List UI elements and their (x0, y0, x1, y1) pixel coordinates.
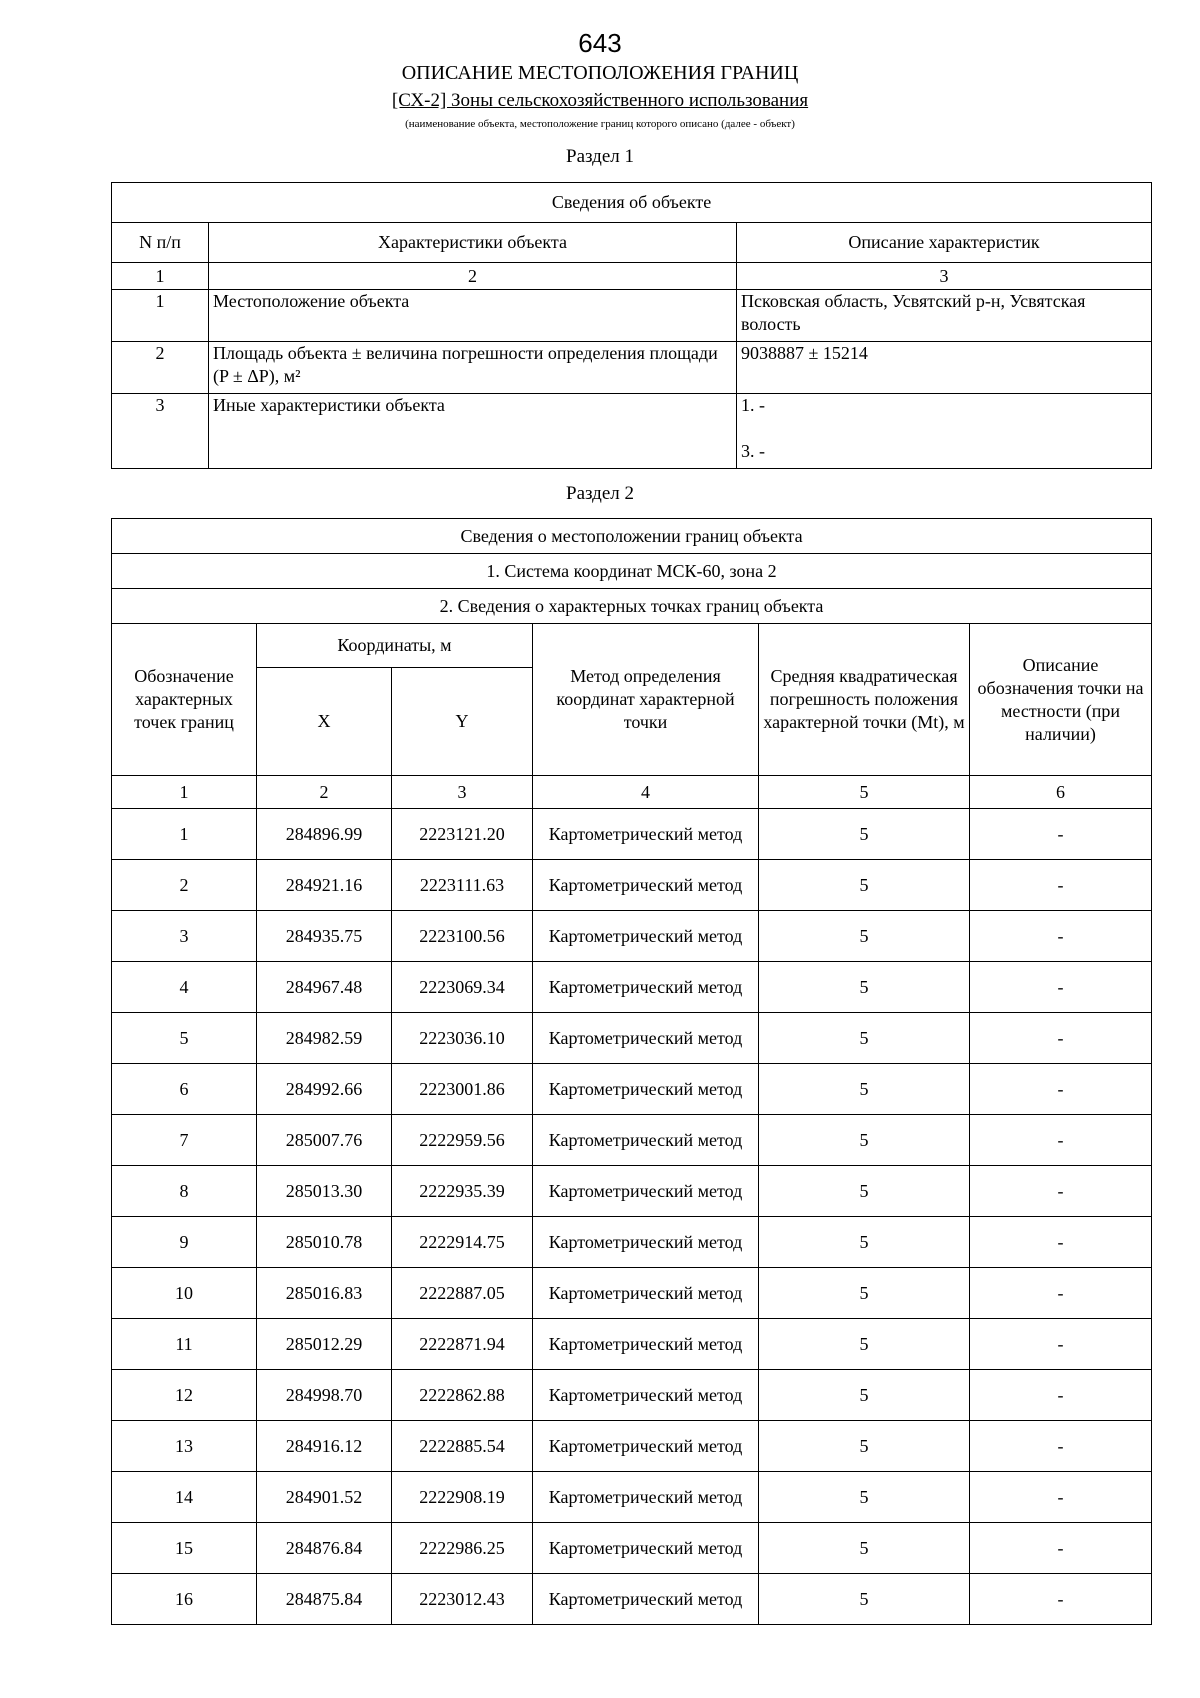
point-y: 2222908.19 (392, 1472, 533, 1523)
table-row (112, 962, 1152, 1013)
point-number: 9 (112, 1217, 257, 1268)
table-row (112, 1268, 1152, 1319)
document-subject (0, 90, 1200, 112)
document-subject-text: [СХ-2] Зоны сельскохозяйственного использования (391, 90, 809, 111)
table-row (112, 1013, 1152, 1064)
point-x: 284982.59 (257, 1013, 392, 1064)
header-y: Y (392, 668, 533, 776)
point-y: 2223069.34 (392, 962, 533, 1013)
header-characteristic: Характеристики объекта (209, 223, 737, 263)
column-number: 2 (209, 263, 737, 290)
point-x: 284967.48 (257, 962, 392, 1013)
point-y: 2222862.88 (392, 1370, 533, 1421)
point-error: 5 (759, 1013, 970, 1064)
point-y: 2222959.56 (392, 1115, 533, 1166)
table-row (112, 1421, 1152, 1472)
row-number: 1 (112, 290, 209, 342)
point-description: - (970, 1421, 1152, 1472)
header-description: Описание характеристик (737, 223, 1152, 263)
point-description: - (970, 1166, 1152, 1217)
point-x: 285012.29 (257, 1319, 392, 1370)
point-description: - (970, 1064, 1152, 1115)
point-x: 285013.30 (257, 1166, 392, 1217)
table-row (112, 1574, 1152, 1625)
point-method: Картометрический метод (533, 809, 759, 860)
point-y: 2223036.10 (392, 1013, 533, 1064)
point-description: - (970, 1523, 1152, 1574)
boundary-info-title: Сведения о местоположении границ объекта (112, 519, 1152, 554)
table-row (112, 1115, 1152, 1166)
point-number: 15 (112, 1523, 257, 1574)
point-error: 5 (759, 911, 970, 962)
point-y: 2222935.39 (392, 1166, 533, 1217)
point-error: 5 (759, 1268, 970, 1319)
point-method: Картометрический метод (533, 1217, 759, 1268)
point-x: 284998.70 (257, 1370, 392, 1421)
column-number: 3 (392, 776, 533, 809)
point-x: 284921.16 (257, 860, 392, 911)
header-n: N п/п (112, 223, 209, 263)
point-description: - (970, 860, 1152, 911)
characteristic-cell: Местоположение объекта (209, 290, 737, 342)
point-number: 7 (112, 1115, 257, 1166)
point-number: 11 (112, 1319, 257, 1370)
row-number: 2 (112, 342, 209, 394)
point-error: 5 (759, 860, 970, 911)
table-row (112, 290, 1152, 342)
point-error: 5 (759, 1217, 970, 1268)
page-number: 643 (578, 28, 622, 58)
point-error: 5 (759, 1574, 970, 1625)
point-description: - (970, 1268, 1152, 1319)
point-error: 5 (759, 1370, 970, 1421)
table-row (112, 860, 1152, 911)
point-number: 10 (112, 1268, 257, 1319)
point-y: 2223121.20 (392, 809, 533, 860)
section-1-heading: Раздел 1 (566, 146, 634, 167)
header-coordinates: Координаты, м (257, 624, 533, 668)
point-number: 6 (112, 1064, 257, 1115)
point-number: 5 (112, 1013, 257, 1064)
row-number: 3 (112, 394, 209, 469)
point-method: Картометрический метод (533, 1268, 759, 1319)
point-description: - (970, 1115, 1152, 1166)
coordinate-system: 1. Система координат МСК-60, зона 2 (112, 554, 1152, 589)
point-error: 5 (759, 1523, 970, 1574)
point-y: 2223012.43 (392, 1574, 533, 1625)
point-x: 284935.75 (257, 911, 392, 962)
point-description: - (970, 1370, 1152, 1421)
point-number: 1 (112, 809, 257, 860)
point-method: Картометрический метод (533, 1421, 759, 1472)
point-error: 5 (759, 1064, 970, 1115)
point-y: 2222871.94 (392, 1319, 533, 1370)
point-error: 5 (759, 1115, 970, 1166)
point-number: 13 (112, 1421, 257, 1472)
point-number: 14 (112, 1472, 257, 1523)
table-row (112, 342, 1152, 394)
section-2-heading: Раздел 2 (566, 483, 634, 504)
point-description: - (970, 1472, 1152, 1523)
point-method: Картометрический метод (533, 1166, 759, 1217)
point-method: Картометрический метод (533, 1319, 759, 1370)
point-number: 8 (112, 1166, 257, 1217)
column-number: 3 (737, 263, 1152, 290)
point-description: - (970, 962, 1152, 1013)
point-description: - (970, 1013, 1152, 1064)
point-number: 16 (112, 1574, 257, 1625)
point-error: 5 (759, 1166, 970, 1217)
point-method: Картометрический метод (533, 911, 759, 962)
point-number: 3 (112, 911, 257, 962)
column-number: 6 (970, 776, 1152, 809)
point-error: 5 (759, 1421, 970, 1472)
point-description: - (970, 911, 1152, 962)
column-number: 1 (112, 263, 209, 290)
points-body (112, 809, 1152, 1625)
point-y: 2222914.75 (392, 1217, 533, 1268)
boundary-points-table (111, 518, 1152, 1625)
table-row (112, 1370, 1152, 1421)
point-x: 285016.83 (257, 1268, 392, 1319)
point-method: Картометрический метод (533, 1013, 759, 1064)
point-error: 5 (759, 1319, 970, 1370)
point-method: Картометрический метод (533, 1115, 759, 1166)
point-x: 284896.99 (257, 809, 392, 860)
table-row (112, 394, 1152, 469)
point-method: Картометрический метод (533, 1370, 759, 1421)
table-row (112, 1523, 1152, 1574)
description-cell: Псковская область, Усвятский р-н, Усвятская волость (737, 290, 1152, 342)
point-x: 284875.84 (257, 1574, 392, 1625)
point-error: 5 (759, 962, 970, 1013)
point-method: Картометрический метод (533, 860, 759, 911)
header-error: Средняя квадратическая погрешность положения характерной точки (Mt), м (759, 624, 970, 776)
characteristic-cell: Площадь объекта ± величина погрешности определения площади (P ± ΔP), м² (209, 342, 737, 394)
column-number: 2 (257, 776, 392, 809)
point-description: - (970, 1217, 1152, 1268)
table-row (112, 1064, 1152, 1115)
table-row (112, 1472, 1152, 1523)
header-x: X (257, 668, 392, 776)
point-x: 284916.12 (257, 1421, 392, 1472)
description-cell (737, 394, 1152, 469)
point-description: - (970, 1574, 1152, 1625)
point-y: 2223111.63 (392, 860, 533, 911)
point-y: 2222887.05 (392, 1268, 533, 1319)
description-line: 1. - (741, 395, 765, 415)
point-x: 285007.76 (257, 1115, 392, 1166)
document-title: ОПИСАНИЕ МЕСТОПОЛОЖЕНИЯ ГРАНИЦ (401, 62, 799, 84)
point-y: 2223100.56 (392, 911, 533, 962)
header-point-description: Описание обозначения точки на местности (при наличии) (970, 624, 1152, 776)
object-info-table (111, 182, 1152, 469)
table-row (112, 911, 1152, 962)
header-method: Метод определения координат характерной точки (533, 624, 759, 776)
point-method: Картометрический метод (533, 1472, 759, 1523)
column-number: 1 (112, 776, 257, 809)
table-row (112, 1166, 1152, 1217)
header-point: Обозначение характерных точек границ (112, 624, 257, 776)
point-error: 5 (759, 1472, 970, 1523)
point-method: Картометрический метод (533, 962, 759, 1013)
point-number: 12 (112, 1370, 257, 1421)
point-y: 2222986.25 (392, 1523, 533, 1574)
document-subject-note: (наименование объекта, местоположение границ которого описано (далее - объект) (405, 118, 795, 130)
point-x: 285010.78 (257, 1217, 392, 1268)
table-row (112, 809, 1152, 860)
point-method: Картометрический метод (533, 1064, 759, 1115)
description-line: 3. - (741, 441, 765, 461)
characteristic-cell: Иные характеристики объекта (209, 394, 737, 469)
point-number: 4 (112, 962, 257, 1013)
points-title: 2. Сведения о характерных точках границ объекта (112, 589, 1152, 624)
point-method: Картометрический метод (533, 1523, 759, 1574)
point-description: - (970, 1319, 1152, 1370)
point-y: 2222885.54 (392, 1421, 533, 1472)
table-row (112, 1217, 1152, 1268)
point-error: 5 (759, 809, 970, 860)
point-x: 284876.84 (257, 1523, 392, 1574)
point-y: 2223001.86 (392, 1064, 533, 1115)
column-number: 5 (759, 776, 970, 809)
point-number: 2 (112, 860, 257, 911)
point-x: 284901.52 (257, 1472, 392, 1523)
point-x: 284992.66 (257, 1064, 392, 1115)
object-info-title: Сведения об объекте (112, 183, 1152, 223)
table-row (112, 1319, 1152, 1370)
column-number: 4 (533, 776, 759, 809)
point-method: Картометрический метод (533, 1574, 759, 1625)
description-cell: 9038887 ± 15214 (737, 342, 1152, 394)
point-description: - (970, 809, 1152, 860)
